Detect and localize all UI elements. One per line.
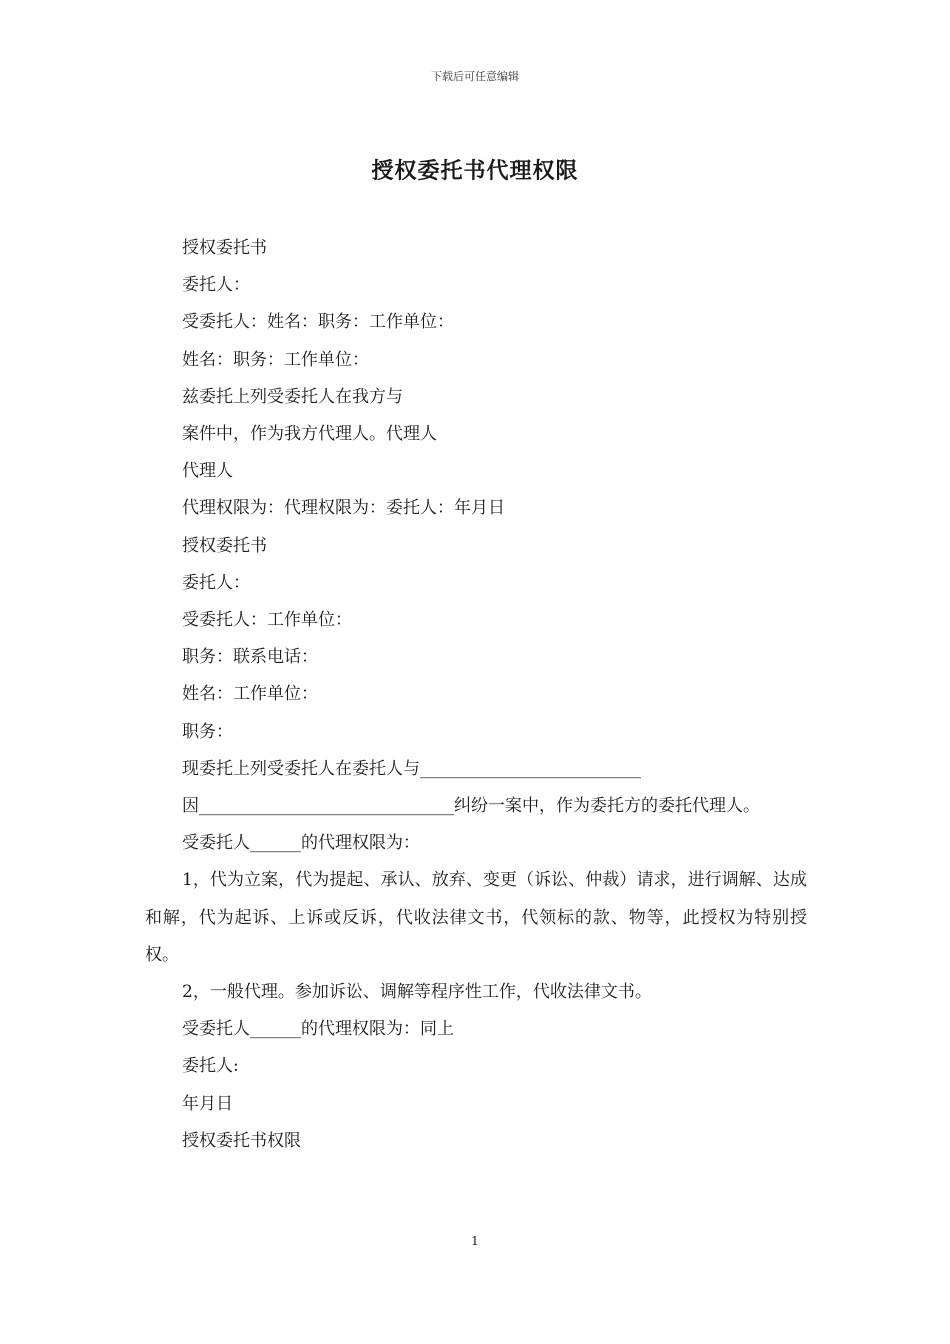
document-title: 授权委托书代理权限 [371, 158, 579, 184]
paragraph: 代理权限为：代理权限为：委托人：年月日 [182, 498, 505, 519]
paragraph: 受委托人：工作单位： [182, 610, 352, 631]
paragraph: 受委托人______的代理权限为： [182, 833, 420, 854]
page-number: 1 [471, 1234, 479, 1248]
paragraph: 兹委托上列受委托人在我方与 [182, 386, 403, 407]
paragraph: 授权委托书权限 [182, 1130, 301, 1151]
paragraph: 授权委托书 [182, 535, 267, 556]
paragraph: 2，一般代理。参加诉讼、调解等程序性工作，代收法律文书。 [182, 982, 652, 1003]
paragraph: 受委托人______的代理权限为：同上 [182, 1019, 454, 1040]
paragraph: 姓名：工作单位： [182, 684, 318, 705]
page-header: 下载后可任意编辑 [431, 70, 519, 83]
paragraph: 职务：联系电话： [182, 647, 318, 668]
paragraph: 职务： [182, 721, 233, 742]
document-body [145, 230, 807, 1160]
paragraph: 姓名：职务：工作单位： [182, 349, 369, 370]
paragraph: 年月日 [182, 1093, 233, 1114]
paragraph: 代理人 [182, 461, 233, 482]
paragraph: 因______________________________纠纷一案中，作为委托方的委托代理人。 [182, 796, 760, 817]
paragraph: 委托人： [182, 275, 250, 296]
paragraph: 受委托人：姓名：职务：工作单位： [182, 312, 454, 333]
paragraph: 委托人: [182, 1056, 239, 1077]
paragraph: 委托人： [182, 572, 250, 593]
paragraph: 1，代为立案，代为提起、承认、放弃、变更（诉讼、仲裁）请求，进行调解、达成和解，代为起诉、上诉或反诉，代收法律文书，代领标的款、物等，此授权为特别授权。 [145, 870, 807, 965]
paragraph: 授权委托书 [182, 238, 267, 258]
paragraph: 现委托上列受委托人在委托人与__________________________ [182, 758, 641, 779]
paragraph: 案件中，作为我方代理人。代理人 [182, 424, 437, 445]
